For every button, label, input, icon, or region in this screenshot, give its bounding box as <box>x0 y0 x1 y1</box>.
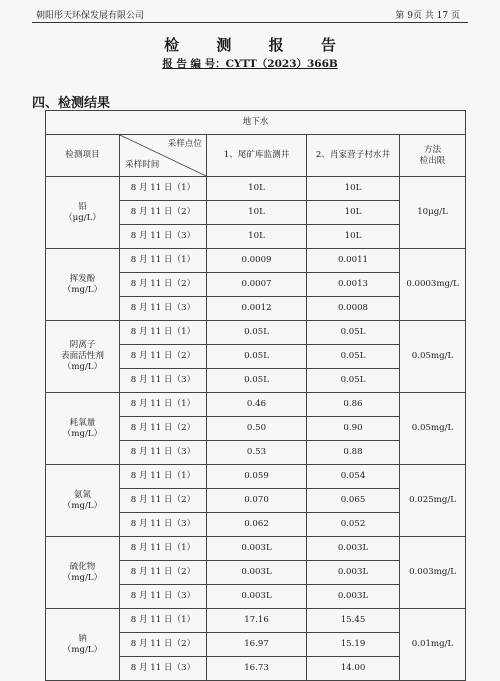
detection-limit-cell: 0.003mg/L <box>400 537 466 609</box>
site1-value-cell: 0.062 <box>207 513 307 537</box>
site1-value-cell: 0.003L <box>207 561 307 585</box>
column-header-site2: 2、肖家营子村水井 <box>307 135 400 177</box>
table-row <box>46 393 466 417</box>
sampling-time-cell: 8 月 11 日（2） <box>120 561 207 585</box>
sampling-time-cell: 8 月 11 日（3） <box>120 513 207 537</box>
report-number-label: 报 告 编 号： <box>162 58 226 70</box>
report-title: 检 测 报 告 <box>164 36 352 54</box>
detection-limit-cell: 0.05mg/L <box>400 393 466 465</box>
test-item-cell: 铅 （μg/L） <box>46 177 120 249</box>
test-item-cell: 硫化物 （mg/L） <box>46 537 120 609</box>
site2-value-cell: 0.003L <box>307 537 400 561</box>
site2-value-cell: 15.19 <box>307 633 400 657</box>
site1-value-cell: 10L <box>207 201 307 225</box>
site1-value-cell: 16.73 <box>207 657 307 681</box>
sampling-time-cell: 8 月 11 日（2） <box>120 201 207 225</box>
report-number-value: CYTT（2023）366B <box>225 58 338 70</box>
site2-value-cell: 10L <box>307 177 400 201</box>
site2-value-cell: 0.003L <box>307 561 400 585</box>
site1-value-cell: 0.46 <box>207 393 307 417</box>
sampling-time-cell: 8 月 11 日（2） <box>120 345 207 369</box>
sampling-time-cell: 8 月 11 日（3） <box>120 585 207 609</box>
results-table <box>45 110 466 681</box>
site1-value-cell: 10L <box>207 225 307 249</box>
test-item-cell: 阴离子 表面活性剂 （mg/L） <box>46 321 120 393</box>
site1-value-cell: 0.003L <box>207 537 307 561</box>
site1-value-cell: 0.05L <box>207 345 307 369</box>
sampling-time-cell: 8 月 11 日（1） <box>120 249 207 273</box>
site2-value-cell: 0.05L <box>307 369 400 393</box>
company-name: 朝阳彤天环保发展有限公司 <box>36 11 145 21</box>
site2-value-cell: 0.065 <box>307 489 400 513</box>
sampling-time-cell: 8 月 11 日（1） <box>120 393 207 417</box>
site2-value-cell: 0.0011 <box>307 249 400 273</box>
detection-limit-cell: 0.0003mg/L <box>400 249 466 321</box>
section-title: 四、检测结果 <box>32 96 111 111</box>
site1-value-cell: 0.0009 <box>207 249 307 273</box>
detection-limit-cell: 0.025mg/L <box>400 465 466 537</box>
site1-value-cell: 0.0012 <box>207 297 307 321</box>
test-item-cell: 钠 （mg/L） <box>46 609 120 681</box>
site1-value-cell: 10L <box>207 177 307 201</box>
site1-value-cell: 0.059 <box>207 465 307 489</box>
sampling-time-cell: 8 月 11 日（1） <box>120 465 207 489</box>
test-item-cell: 挥发酚 （mg/L） <box>46 249 120 321</box>
site2-value-cell: 0.05L <box>307 345 400 369</box>
detection-limit-cell: 0.01mg/L <box>400 609 466 681</box>
sampling-time-cell: 8 月 11 日（1） <box>120 177 207 201</box>
site1-value-cell: 0.0007 <box>207 273 307 297</box>
test-item-cell: 耗氧量 （mg/L） <box>46 393 120 465</box>
site2-value-cell: 0.88 <box>307 441 400 465</box>
sampling-time-cell: 8 月 11 日（3） <box>120 369 207 393</box>
site1-value-cell: 0.05L <box>207 369 307 393</box>
site1-value-cell: 0.070 <box>207 489 307 513</box>
table-row <box>46 177 466 201</box>
site1-value-cell: 16.97 <box>207 633 307 657</box>
site1-value-cell: 0.05L <box>207 321 307 345</box>
sampling-time-cell: 8 月 11 日（3） <box>120 225 207 249</box>
page-header <box>0 0 500 24</box>
header-divider <box>32 22 468 23</box>
site2-value-cell: 10L <box>307 225 400 249</box>
sampling-time-cell: 8 月 11 日（3） <box>120 441 207 465</box>
table-row <box>46 609 466 633</box>
site2-value-cell: 0.052 <box>307 513 400 537</box>
sampling-point-label: 采样点位 <box>167 139 202 149</box>
report-number <box>0 56 500 71</box>
site1-value-cell: 0.003L <box>207 585 307 609</box>
site2-value-cell: 0.0013 <box>307 273 400 297</box>
site2-value-cell: 15.45 <box>307 609 400 633</box>
test-item-cell: 氨氮 （mg/L） <box>46 465 120 537</box>
site2-value-cell: 14.00 <box>307 657 400 681</box>
table-row <box>46 321 466 345</box>
page-number: 第 9页 共 17 页 <box>395 11 460 21</box>
sampling-time-cell: 8 月 11 日（1） <box>120 609 207 633</box>
diagonal-header-cell <box>120 135 207 177</box>
site2-value-cell: 0.0008 <box>307 297 400 321</box>
site2-value-cell: 0.86 <box>307 393 400 417</box>
site2-value-cell: 0.003L <box>307 585 400 609</box>
site2-value-cell: 0.05L <box>307 321 400 345</box>
sampling-time-cell: 8 月 11 日（2） <box>120 417 207 441</box>
column-header-site1: 1、尾矿库监测井 <box>207 135 307 177</box>
sampling-time-cell: 8 月 11 日（1） <box>120 537 207 561</box>
site2-value-cell: 0.90 <box>307 417 400 441</box>
site2-value-cell: 10L <box>307 201 400 225</box>
table-row <box>46 249 466 273</box>
detection-limit-cell: 10μg/L <box>400 177 466 249</box>
category-header: 地下水 <box>46 111 466 135</box>
sampling-time-cell: 8 月 11 日（1） <box>120 321 207 345</box>
column-header-item: 检测项目 <box>46 135 120 177</box>
column-header-method-limit: 方法 检出限 <box>400 135 466 177</box>
detection-limit-cell: 0.05mg/L <box>400 321 466 393</box>
sampling-time-cell: 8 月 11 日（2） <box>120 273 207 297</box>
site1-value-cell: 0.50 <box>207 417 307 441</box>
sampling-time-cell: 8 月 11 日（2） <box>120 489 207 513</box>
table-row <box>46 537 466 561</box>
sampling-time-label: 采样时间 <box>125 160 160 170</box>
site2-value-cell: 0.054 <box>307 465 400 489</box>
site1-value-cell: 17.16 <box>207 609 307 633</box>
sampling-time-cell: 8 月 11 日（2） <box>120 633 207 657</box>
table-row <box>46 465 466 489</box>
site1-value-cell: 0.53 <box>207 441 307 465</box>
sampling-time-cell: 8 月 11 日（3） <box>120 297 207 321</box>
sampling-time-cell: 8 月 11 日（3） <box>120 657 207 681</box>
